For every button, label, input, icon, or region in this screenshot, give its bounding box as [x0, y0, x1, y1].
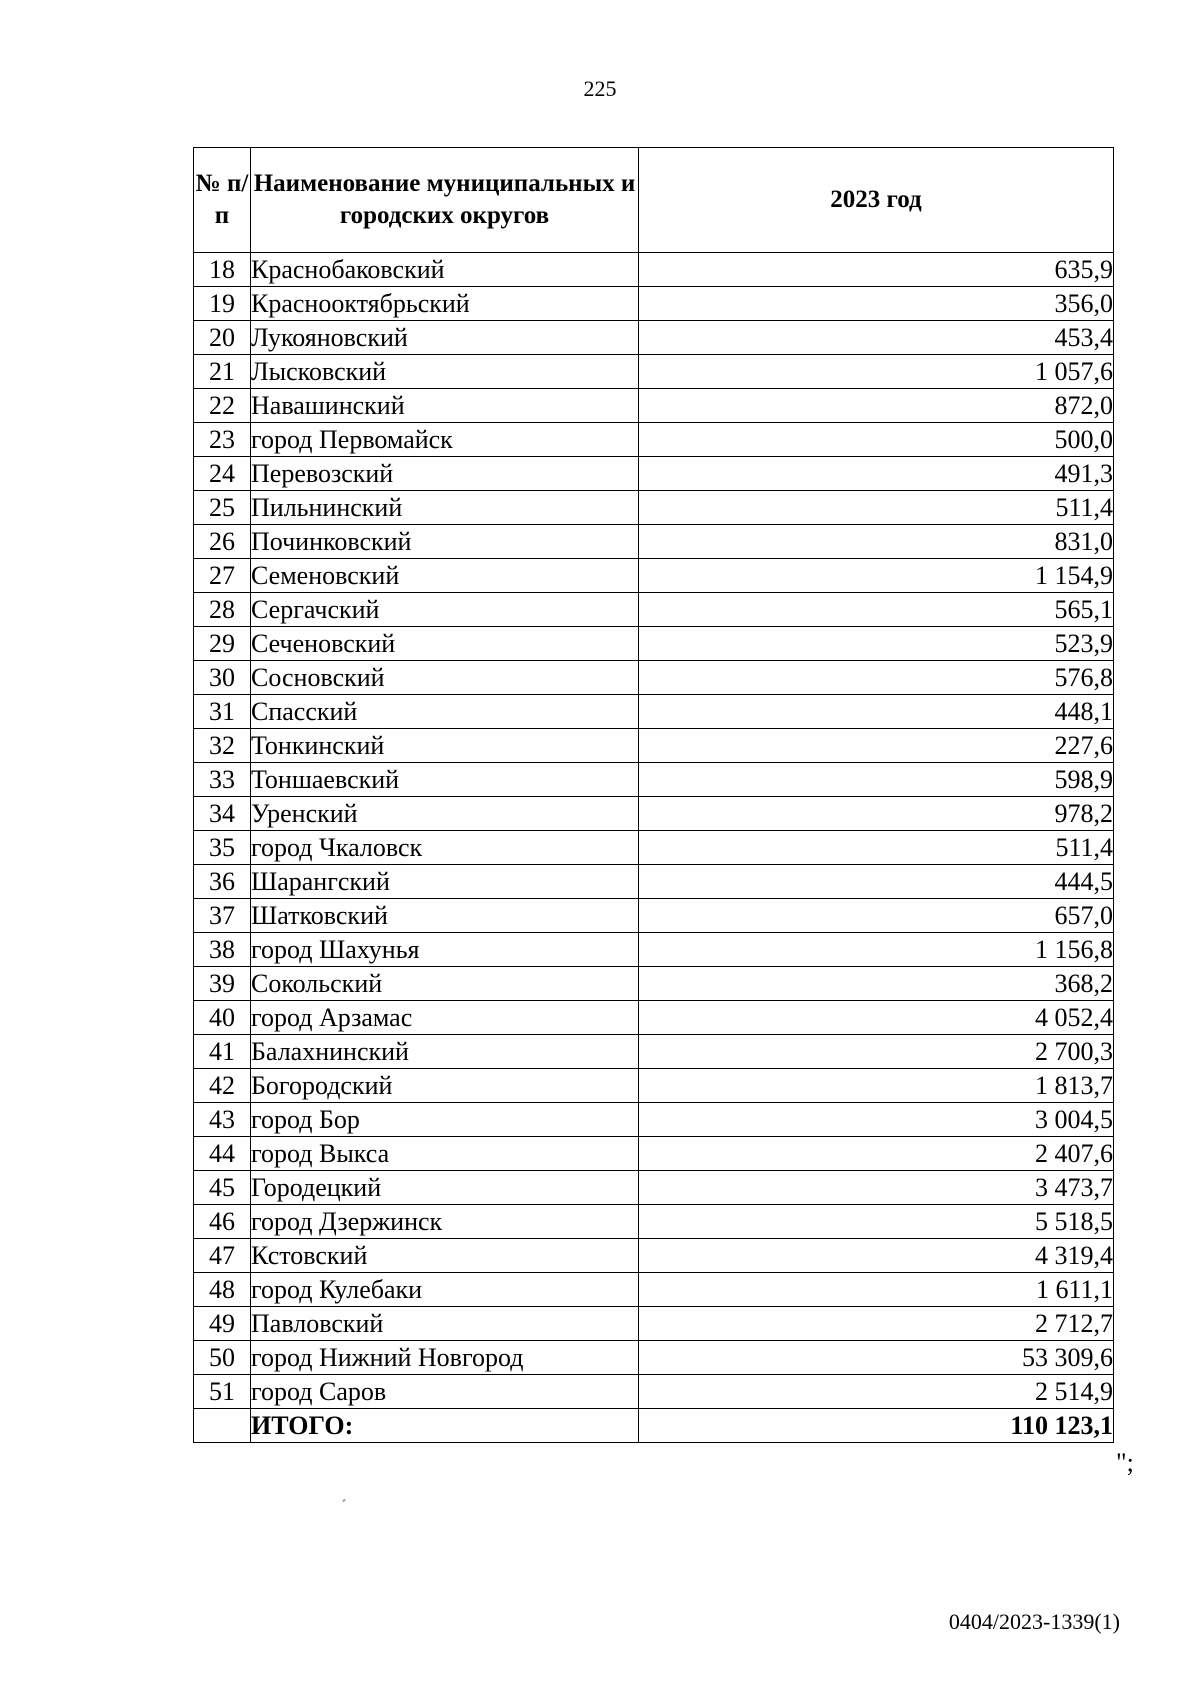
row-number: 37	[194, 899, 251, 933]
row-name: Тонкинский	[251, 729, 639, 763]
row-name: Сосновский	[251, 661, 639, 695]
row-name: город Шахунья	[251, 933, 639, 967]
row-name: Сергачский	[251, 593, 639, 627]
row-value: 872,0	[639, 389, 1114, 423]
row-name: Починковский	[251, 525, 639, 559]
row-value: 453,4	[639, 321, 1114, 355]
table-row	[194, 1205, 1114, 1239]
row-number: 26	[194, 525, 251, 559]
row-number: 47	[194, 1239, 251, 1273]
row-name: Пильнинский	[251, 491, 639, 525]
row-value: 227,6	[639, 729, 1114, 763]
row-value: 511,4	[639, 491, 1114, 525]
header-number: № п/п	[194, 148, 251, 253]
table-row	[194, 423, 1114, 457]
table-row	[194, 287, 1114, 321]
row-value: 368,2	[639, 967, 1114, 1001]
table-row	[194, 797, 1114, 831]
row-name: Краснобаковский	[251, 253, 639, 287]
row-number: 49	[194, 1307, 251, 1341]
row-name: город Выкса	[251, 1137, 639, 1171]
row-name: город Арзамас	[251, 1001, 639, 1035]
row-value: 1 057,6	[639, 355, 1114, 389]
table-row	[194, 865, 1114, 899]
row-value: 2 407,6	[639, 1137, 1114, 1171]
row-name: Сеченовский	[251, 627, 639, 661]
row-name: Богородский	[251, 1069, 639, 1103]
row-name: город Первомайск	[251, 423, 639, 457]
document-code: 0404/2023-1339(1)	[948, 1609, 1120, 1634]
row-value: 491,3	[639, 457, 1114, 491]
row-value: 831,0	[639, 525, 1114, 559]
table-row	[194, 933, 1114, 967]
row-value: 657,0	[639, 899, 1114, 933]
row-name: Семеновский	[251, 559, 639, 593]
row-value: 4 319,4	[639, 1239, 1114, 1273]
row-value: 1 154,9	[639, 559, 1114, 593]
row-number: 50	[194, 1341, 251, 1375]
row-value: 523,9	[639, 627, 1114, 661]
table-header-row	[194, 148, 1114, 253]
row-value: 635,9	[639, 253, 1114, 287]
row-name: Уренский	[251, 797, 639, 831]
row-value: 1 813,7	[639, 1069, 1114, 1103]
table-row	[194, 729, 1114, 763]
row-value: 3 004,5	[639, 1103, 1114, 1137]
row-name: город Бор	[251, 1103, 639, 1137]
table-row	[194, 1307, 1114, 1341]
table-row	[194, 593, 1114, 627]
row-value: 1 156,8	[639, 933, 1114, 967]
total-number-cell	[194, 1409, 251, 1443]
table-row	[194, 899, 1114, 933]
row-number: 42	[194, 1069, 251, 1103]
row-number: 21	[194, 355, 251, 389]
row-value: 448,1	[639, 695, 1114, 729]
row-number: 19	[194, 287, 251, 321]
row-name: Шарангский	[251, 865, 639, 899]
table-row	[194, 661, 1114, 695]
row-name: Лысковский	[251, 355, 639, 389]
header-name: Наименование муниципальных и городских округов	[251, 148, 639, 253]
row-number: 22	[194, 389, 251, 423]
row-value: 4 052,4	[639, 1001, 1114, 1035]
table-row	[194, 831, 1114, 865]
row-number: 32	[194, 729, 251, 763]
row-number: 46	[194, 1205, 251, 1239]
closing-quote: ";	[1116, 1448, 1134, 1477]
scan-speck	[342, 1499, 345, 1503]
table-row	[194, 321, 1114, 355]
row-value: 565,1	[639, 593, 1114, 627]
row-number: 30	[194, 661, 251, 695]
table-row	[194, 1001, 1114, 1035]
row-number: 33	[194, 763, 251, 797]
row-number: 41	[194, 1035, 251, 1069]
row-value: 500,0	[639, 423, 1114, 457]
row-name: Перевозский	[251, 457, 639, 491]
table-row	[194, 1273, 1114, 1307]
row-name: Тоншаевский	[251, 763, 639, 797]
row-number: 51	[194, 1375, 251, 1409]
table-row	[194, 1103, 1114, 1137]
total-value: 110 123,1	[639, 1409, 1114, 1443]
table-row	[194, 457, 1114, 491]
page-number: 225	[583, 76, 617, 101]
row-value: 2 712,7	[639, 1307, 1114, 1341]
row-name: город Нижний Новгород	[251, 1341, 639, 1375]
municipal-table	[193, 147, 1114, 1443]
row-number: 31	[194, 695, 251, 729]
row-name: город Чкаловск	[251, 831, 639, 865]
row-number: 45	[194, 1171, 251, 1205]
row-value: 2 700,3	[639, 1035, 1114, 1069]
table-row	[194, 1171, 1114, 1205]
row-number: 38	[194, 933, 251, 967]
row-number: 25	[194, 491, 251, 525]
row-number: 29	[194, 627, 251, 661]
table-row	[194, 763, 1114, 797]
row-value: 3 473,7	[639, 1171, 1114, 1205]
row-number: 27	[194, 559, 251, 593]
row-name: Спасский	[251, 695, 639, 729]
table-row	[194, 1035, 1114, 1069]
row-name: Кстовский	[251, 1239, 639, 1273]
table-row	[194, 1375, 1114, 1409]
row-number: 43	[194, 1103, 251, 1137]
row-name: Навашинский	[251, 389, 639, 423]
row-number: 28	[194, 593, 251, 627]
row-value: 1 611,1	[639, 1273, 1114, 1307]
row-number: 35	[194, 831, 251, 865]
row-value: 444,5	[639, 865, 1114, 899]
table-row	[194, 253, 1114, 287]
total-label: ИТОГО:	[251, 1409, 639, 1443]
row-number: 39	[194, 967, 251, 1001]
row-value: 511,4	[639, 831, 1114, 865]
row-number: 23	[194, 423, 251, 457]
row-name: Сокольский	[251, 967, 639, 1001]
row-number: 34	[194, 797, 251, 831]
row-value: 2 514,9	[639, 1375, 1114, 1409]
table-row	[194, 559, 1114, 593]
row-value: 5 518,5	[639, 1205, 1114, 1239]
row-number: 40	[194, 1001, 251, 1035]
table-body	[194, 253, 1114, 1409]
table-row	[194, 627, 1114, 661]
row-number: 48	[194, 1273, 251, 1307]
row-name: город Кулебаки	[251, 1273, 639, 1307]
row-name: Лукояновский	[251, 321, 639, 355]
table-row	[194, 1137, 1114, 1171]
row-value: 356,0	[639, 287, 1114, 321]
table-row	[194, 1069, 1114, 1103]
row-number: 36	[194, 865, 251, 899]
row-name: Краснооктябрьский	[251, 287, 639, 321]
row-name: Балахнинский	[251, 1035, 639, 1069]
table-row	[194, 695, 1114, 729]
row-value: 598,9	[639, 763, 1114, 797]
table-row	[194, 1239, 1114, 1273]
row-name: город Саров	[251, 1375, 639, 1409]
row-number: 24	[194, 457, 251, 491]
row-name: Шатковский	[251, 899, 639, 933]
header-year: 2023 год	[639, 148, 1114, 253]
table-row	[194, 1341, 1114, 1375]
row-value: 576,8	[639, 661, 1114, 695]
row-number: 20	[194, 321, 251, 355]
table-row	[194, 355, 1114, 389]
row-value: 53 309,6	[639, 1341, 1114, 1375]
row-name: Городецкий	[251, 1171, 639, 1205]
row-name: Павловский	[251, 1307, 639, 1341]
row-number: 18	[194, 253, 251, 287]
row-value: 978,2	[639, 797, 1114, 831]
total-row	[194, 1409, 1114, 1443]
table-row	[194, 525, 1114, 559]
table-row	[194, 967, 1114, 1001]
row-number: 44	[194, 1137, 251, 1171]
table-row	[194, 491, 1114, 525]
row-name: город Дзержинск	[251, 1205, 639, 1239]
table-row	[194, 389, 1114, 423]
